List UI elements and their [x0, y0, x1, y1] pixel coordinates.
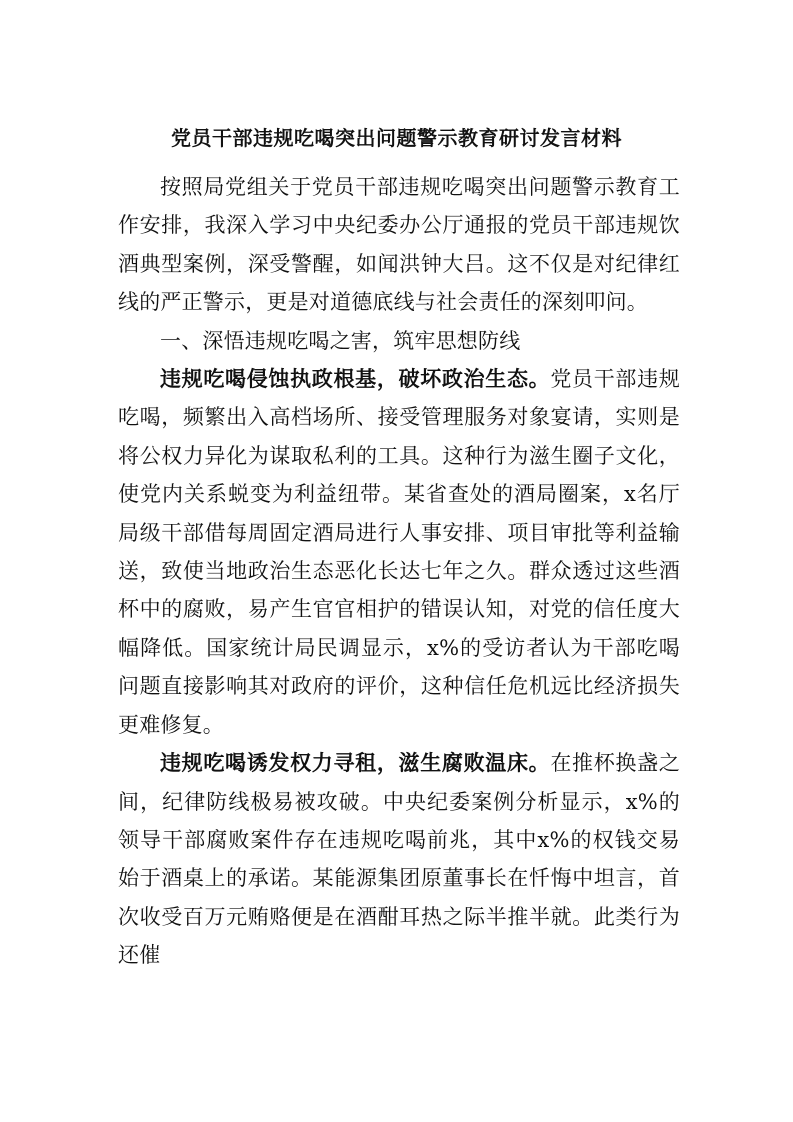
body-paragraph: [118, 360, 680, 744]
paragraph-text: 在推杯换盏之间，纪律防线极易被攻破。中央纪委案例分析显示，x%的领导干部腐败案件存在违规吃喝前兆，其中x%的权钱交易始于酒桌上的承诺。某能源集团原董事长在忏悔中坦言，首次收受百万元贿赂便是在酒酣耳热之际半推半就。此类行为还催: [118, 751, 680, 968]
document-title: 党员干部违规吃喝突出问题警示教育研讨发言材料: [171, 126, 622, 150]
document-body: [118, 168, 680, 975]
section-heading: 一、深悟违规吃喝之害，筑牢思想防线: [160, 328, 521, 353]
paragraph-text: 党员干部违规吃喝，频繁出入高档场所、接受管理服务对象宴请，实则是将公权力异化为谋取私利的工具。这种行为滋生圈子文化，使党内关系蜕变为利益纽带。某省查处的酒局圈案，x名厅局级干部借每周固定酒局进行人事安排、项目审批等利益输送，致使当地政治生态恶化长达七年之久。群众透过这些酒杯中的腐败，易产生官官相护的错误认知，对党的信任度大幅降低。国家统计局民调显示，x%的受访者认为干部吃喝问题直接影响其对政府的评价，这种信任危机远比经济损失更难修复。: [118, 367, 680, 737]
paragraph-lead: 违规吃喝侵蚀执政根基，破坏政治生态。: [160, 366, 551, 392]
intro-paragraph: 按照局党组关于党员干部违规吃喝突出问题警示教育工作安排，我深入学习中央纪委办公厅通报的党员干部违规饮酒典型案例，深受警醒，如闻洪钟大吕。这不仅是对纪律红线的严正警示，更是对道德底线与社会责任的深刻叩问。: [118, 175, 680, 315]
paragraph-lead: 违规吃喝诱发权力寻租，滋生腐败温床。: [160, 750, 551, 776]
body-paragraph: [118, 744, 680, 974]
